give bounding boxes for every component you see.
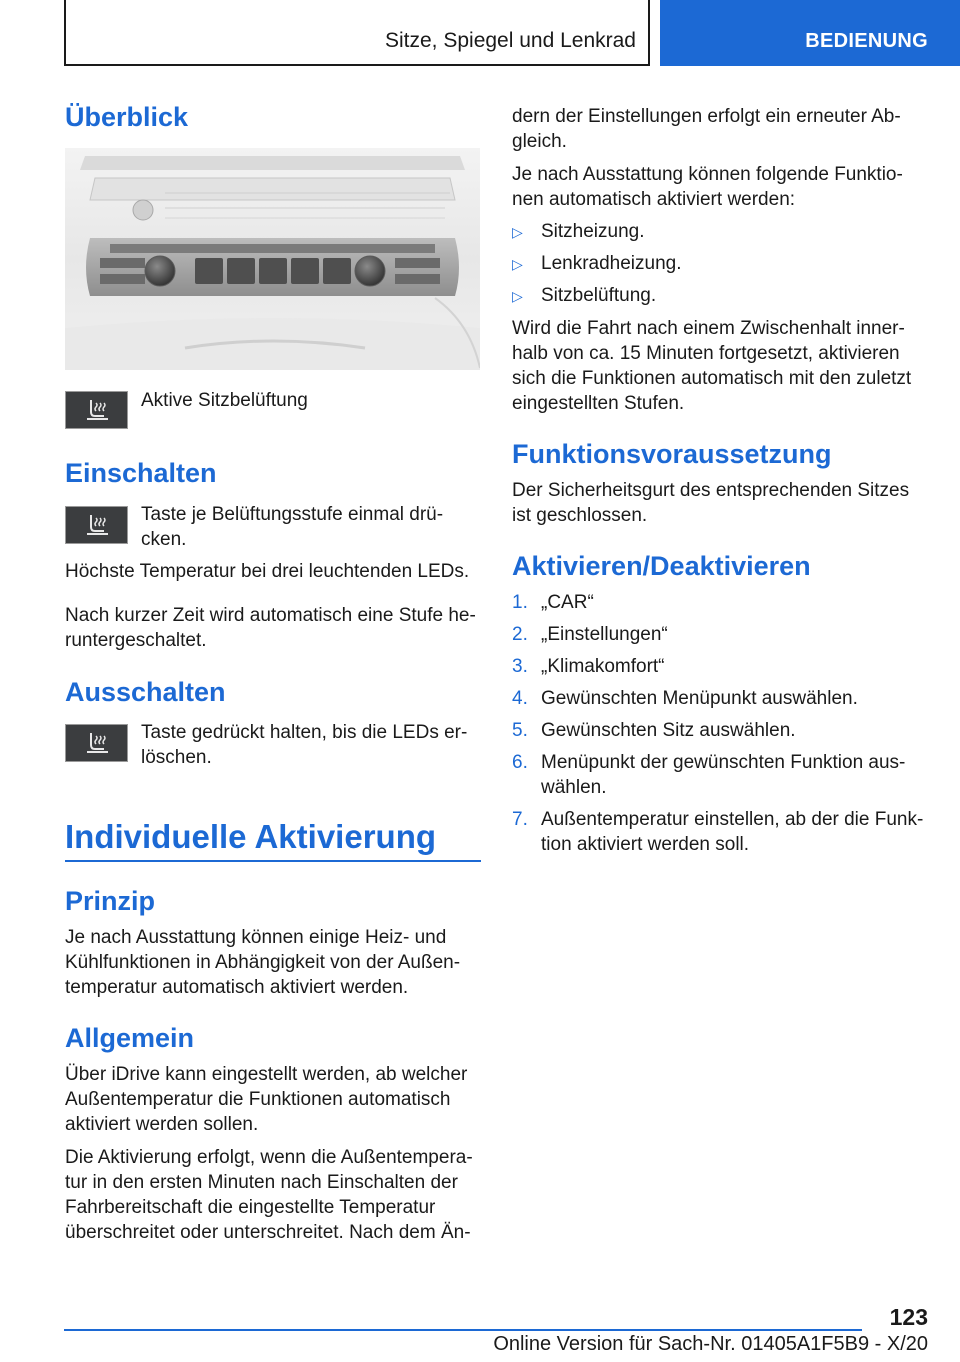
- step-number: 7.: [512, 809, 528, 830]
- heading-general: Allgemein: [65, 1023, 195, 1053]
- general-paragraph-1: Über iDrive kann eingestellt werden, ab welcher Außentemperatur die Funktionen automatisch aktiviert werden sollen.: [65, 1064, 468, 1135]
- continued-paragraph: dern der Einstellungen erfolgt ein erneuter Ab- gleich.: [512, 106, 901, 152]
- heading-overview: Überblick: [65, 102, 189, 132]
- triangle-right-icon: ▷: [512, 256, 523, 272]
- footer-rule: [64, 1329, 862, 1331]
- seat-ventilation-icon: [65, 391, 128, 429]
- heading-prerequisite: Funktionsvoraussetzung: [512, 439, 832, 469]
- header-rule-bottom: [64, 64, 650, 66]
- heading-switch-on: Einschalten: [65, 458, 217, 488]
- list-item: Sitzheizung.: [541, 221, 645, 242]
- switch-on-instruction: Taste je Belüftungsstufe einmal drü- cken.: [141, 504, 444, 550]
- seat-ventilation-icon: [65, 724, 128, 762]
- triangle-right-icon: ▷: [512, 224, 523, 240]
- section-badge: [660, 0, 960, 66]
- switch-off-instruction: Taste gedrückt halten, bis die LEDs er- löschen.: [141, 722, 468, 768]
- triangle-right-icon: ▷: [512, 288, 523, 304]
- heading-activate-deactivate: Aktivieren/Deaktivieren: [512, 551, 811, 581]
- principle-paragraph: Je nach Ausstattung können einige Heiz- und Kühlfunktionen in Abhängigkeit von der Außen- temperatur automatisch aktiviert werden.: [65, 927, 461, 998]
- step-text: Gewünschten Menüpunkt auswählen.: [541, 688, 858, 709]
- list-item: Lenkradheizung.: [541, 253, 682, 274]
- footer-version: Online Version für Sach-Nr. 01405A1F5B9 - X/20: [493, 1333, 928, 1355]
- resume-paragraph: Wird die Fahrt nach einem Zwischenhalt inner- halb von ca. 15 Minuten fortgesetzt, aktivieren sich die Funktionen automatisch mit den zuletzt eingestellten Stufen.: [512, 318, 912, 414]
- seat-ventilation-icon: [65, 506, 128, 544]
- step-text: Gewünschten Sitz auswählen.: [541, 720, 796, 741]
- step-text: „Klimakomfort“: [541, 656, 665, 677]
- step-number: 5.: [512, 720, 528, 741]
- functions-intro: Je nach Ausstattung können folgende Funktio- nen automatisch aktiviert werden:: [512, 164, 903, 210]
- step-number: 6.: [512, 752, 528, 773]
- step-number: 4.: [512, 688, 528, 709]
- heading-individual-activation: Individuelle Aktivierung: [65, 818, 437, 855]
- switch-on-paragraph-2: Nach kurzer Zeit wird automatisch eine Stufe he- runtergeschaltet.: [65, 605, 476, 651]
- step-text: „Einstellungen“: [541, 624, 668, 645]
- switch-on-paragraph-1: Höchste Temperatur bei drei leuchtenden LEDs.: [65, 561, 470, 582]
- header-rule-right: [648, 0, 650, 66]
- step-text: Außentemperatur einstellen, ab der die Funk- tion aktiviert werden soll.: [541, 809, 924, 855]
- heading-switch-off: Ausschalten: [65, 677, 226, 707]
- step-number: 2.: [512, 624, 528, 645]
- heading-underline: [65, 860, 481, 862]
- heading-principle: Prinzip: [65, 886, 156, 916]
- header-rule-left: [64, 0, 66, 66]
- icon-caption: Aktive Sitzbelüftung: [141, 390, 308, 411]
- chapter-title: Sitze, Spiegel und Lenkrad: [384, 29, 636, 52]
- step-text: Menüpunkt der gewünschten Funktion aus- wählen.: [541, 752, 906, 798]
- climate-panel-illustration: [65, 148, 480, 370]
- list-item: Sitzbelüftung.: [541, 285, 657, 306]
- step-number: 1.: [512, 592, 528, 613]
- general-paragraph-2: Die Aktivierung erfolgt, wenn die Außentempera- tur in den ersten Minuten nach Einschalten der Fahrbereitschaft die eingestellte Temperatur überschreitet oder unterschreitet. Nach dem Än-: [65, 1147, 473, 1243]
- page-number: 123: [889, 1304, 928, 1330]
- prerequisite-paragraph: Der Sicherheitsgurt des entsprechenden Sitzes ist geschlossen.: [512, 480, 910, 526]
- section-label: BEDIENUNG: [805, 30, 928, 52]
- step-number: 3.: [512, 656, 528, 677]
- step-text: „CAR“: [541, 592, 594, 613]
